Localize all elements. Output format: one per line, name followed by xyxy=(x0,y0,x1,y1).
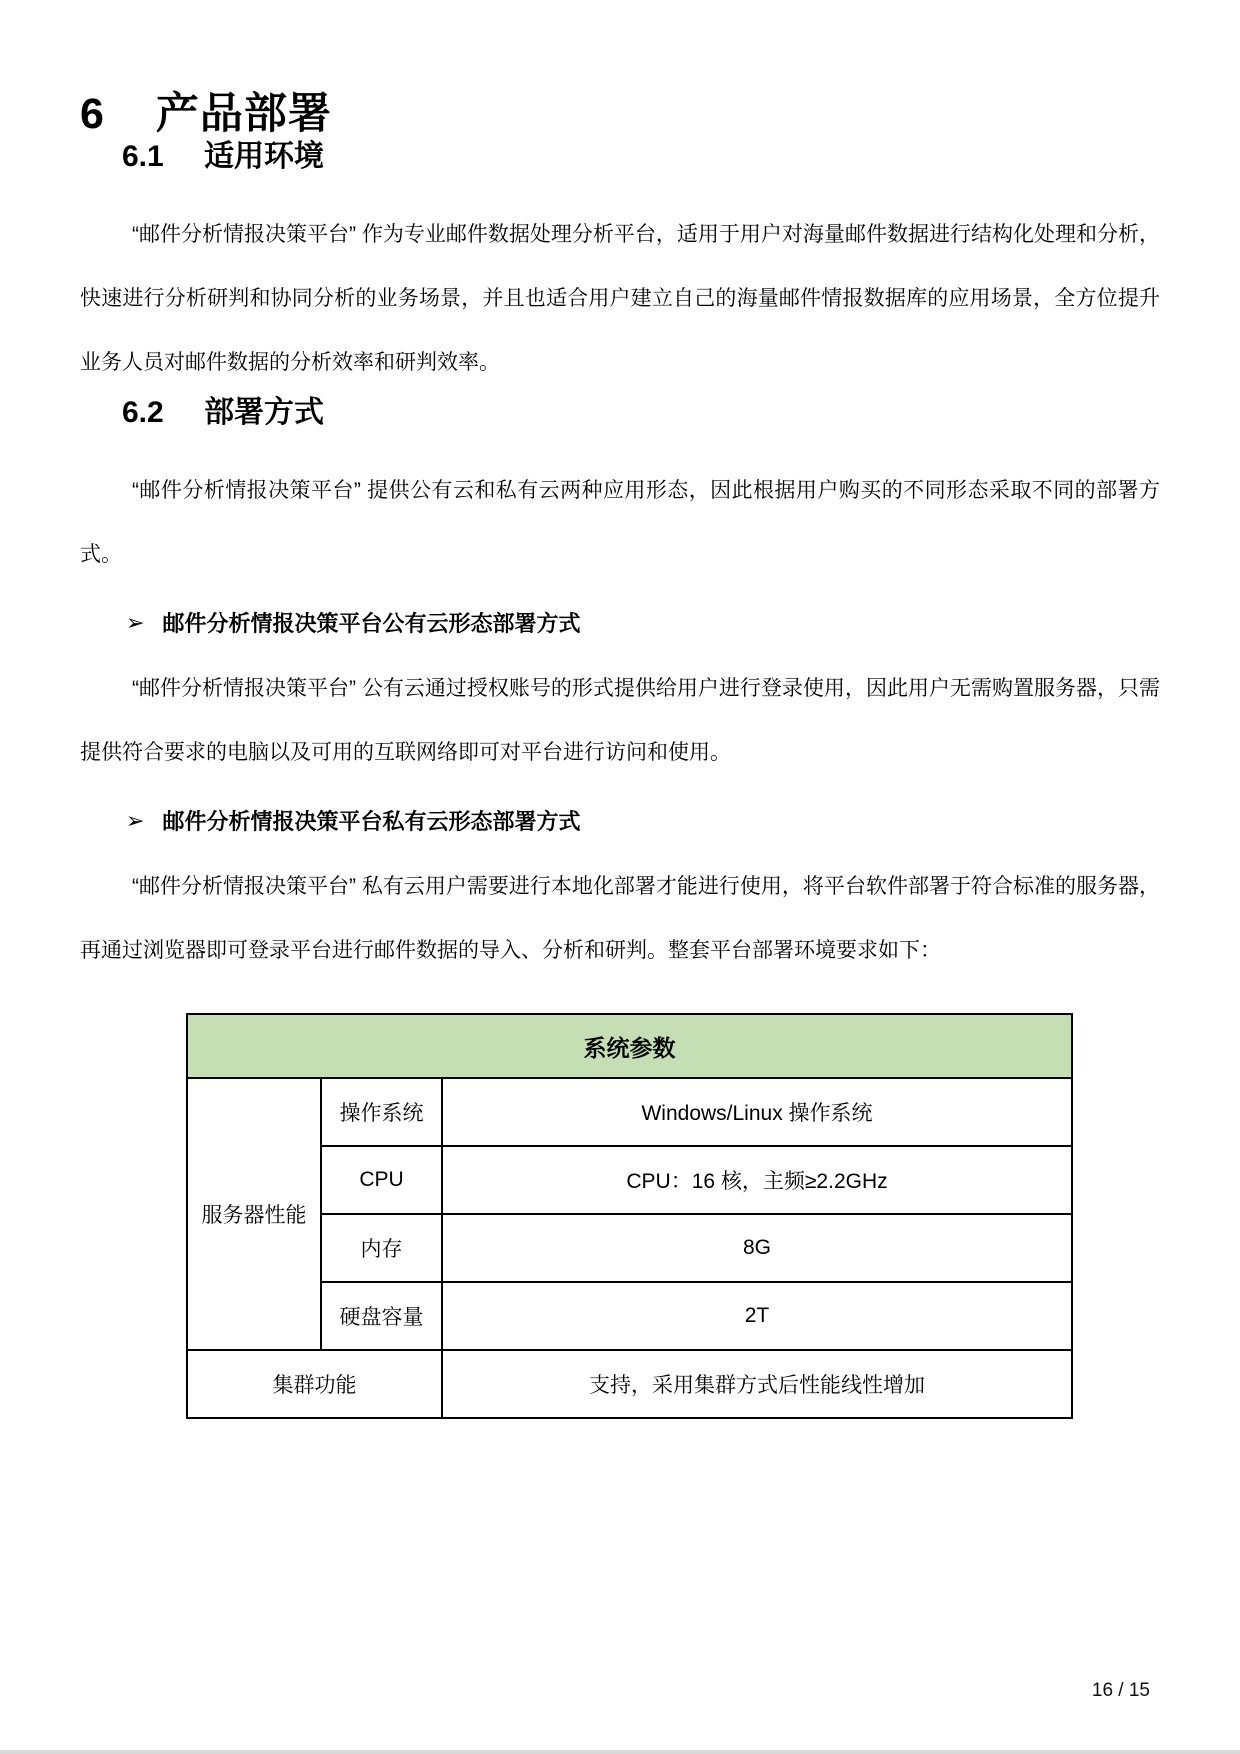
section-6-1-number: 6.1 xyxy=(122,140,164,174)
table-row-label: 内存 xyxy=(321,1214,442,1282)
paragraph-public-cloud: “邮件分析情报决策平台” 公有云通过授权账号的形式提供给用户进行登录使用，因此用户无需购置服务器，只需提供符合要求的电脑以及可用的互联网络即可对平台进行访问和使用。 xyxy=(80,677,1160,765)
table-group-label: 服务器性能 xyxy=(187,1078,321,1350)
table-header-row xyxy=(187,1014,1072,1078)
bullet-private-cloud xyxy=(80,801,1160,843)
paragraph-deployment-intro: “邮件分析情报决策平台” 提供公有云和私有云两种应用形态，因此根据用户购买的不同形态采取不同的部署方式。 xyxy=(80,479,1160,567)
table-row-value: 2T xyxy=(442,1282,1072,1350)
page-edge-divider xyxy=(0,1750,1240,1754)
table-row-value: Windows/Linux 操作系统 xyxy=(442,1078,1072,1146)
chapter-title: 产品部署 xyxy=(155,90,332,138)
section-6-2-heading xyxy=(80,395,1160,431)
table-row-label: 硬盘容量 xyxy=(321,1282,442,1350)
section-6-2-number: 6.2 xyxy=(122,396,164,430)
table-row-cluster xyxy=(187,1350,1072,1418)
section-6-1-heading xyxy=(80,139,1160,175)
section-6-1-title: 适用环境 xyxy=(204,140,325,174)
chapter-number: 6 xyxy=(80,90,105,138)
system-parameters-table xyxy=(186,1013,1073,1419)
section-6-2 xyxy=(80,395,1160,1419)
arrow-bullet-icon: ➢ xyxy=(126,808,145,834)
table-row-value: 支持，采用集群方式后性能线性增加 xyxy=(442,1350,1072,1418)
table-row-value: CPU：16 核，主频≥2.2GHz xyxy=(442,1146,1072,1214)
page-number: 16 / 15 xyxy=(1091,1680,1150,1701)
table-row-label: 集群功能 xyxy=(187,1350,442,1418)
section-6-1 xyxy=(80,139,1160,395)
paragraph-applicable-environment: “邮件分析情报决策平台” 作为专业邮件数据处理分析平台，适用于用户对海量邮件数据进行结构化处理和分析，快速进行分析研判和协同分析的业务场景，并且也适合用户建立自己的海量邮件情报数据库的应用场景，全方位提升业务人员对邮件数据的分析效率和研判效率。 xyxy=(80,223,1160,375)
table-row xyxy=(187,1078,1072,1146)
bullet-public-cloud xyxy=(80,603,1160,645)
chapter-heading xyxy=(80,90,1160,139)
bullet-public-cloud-title: 邮件分析情报决策平台公有云形态部署方式 xyxy=(162,611,581,637)
table-row-value: 8G xyxy=(442,1214,1072,1282)
table-title: 系统参数 xyxy=(187,1014,1072,1078)
arrow-bullet-icon: ➢ xyxy=(126,610,145,636)
bullet-private-cloud-title: 邮件分析情报决策平台私有云形态部署方式 xyxy=(162,809,581,835)
table-row-label: 操作系统 xyxy=(321,1078,442,1146)
table-row-label: CPU xyxy=(321,1146,442,1214)
section-6-2-title: 部署方式 xyxy=(204,396,325,430)
paragraph-private-cloud: “邮件分析情报决策平台” 私有云用户需要进行本地化部署才能进行使用，将平台软件部署于符合标准的服务器，再通过浏览器即可登录平台进行邮件数据的导入、分析和研判。整套平台部署环境要求如下： xyxy=(80,875,1160,963)
